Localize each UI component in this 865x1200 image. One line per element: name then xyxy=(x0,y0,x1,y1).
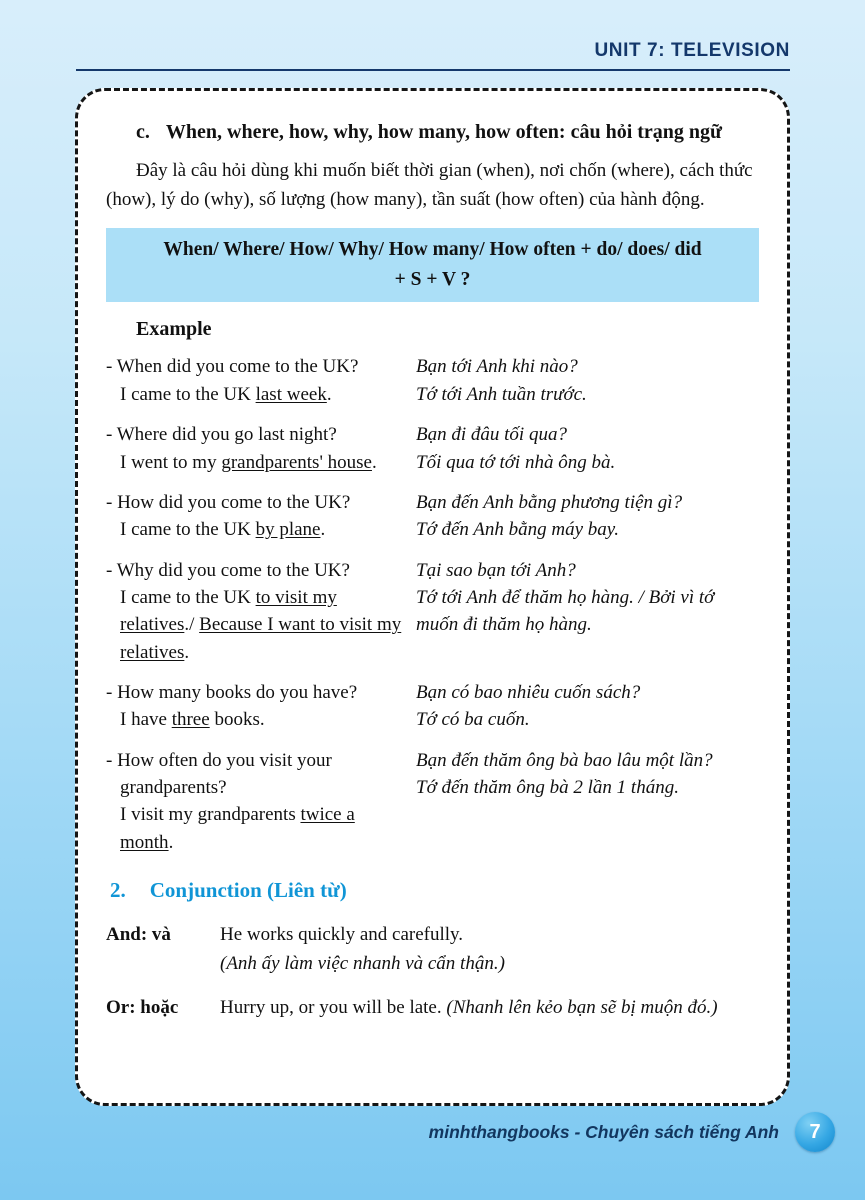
example-label: Example xyxy=(136,318,212,341)
conjunction-row xyxy=(106,921,759,978)
example-question-en: - How did you come to the UK? xyxy=(106,491,351,513)
example-vietnamese-column xyxy=(416,489,759,544)
conjunction-term: Or: hoặc xyxy=(106,997,179,1019)
example-question-vi: Bạn tới Anh khi nào? xyxy=(416,356,578,378)
example-answer-vi: Tớ tới Anh tuần trước. xyxy=(416,383,587,405)
example-item xyxy=(106,557,759,666)
example-vietnamese-column xyxy=(416,679,759,734)
example-english-column xyxy=(106,421,406,476)
example-english-column xyxy=(106,557,406,666)
formula-box xyxy=(106,228,759,302)
example-answer-en: I came to the UK last week. xyxy=(120,383,332,405)
example-item xyxy=(106,747,759,856)
example-vietnamese-column xyxy=(416,557,759,666)
example-question-en: - Where did you go last night? xyxy=(106,424,337,446)
section-2-title: Conjunction (Liên từ) xyxy=(149,878,347,903)
section-2-number: 2. xyxy=(110,878,126,903)
example-english-column xyxy=(106,679,406,734)
example-question-en: - When did you come to the UK? xyxy=(106,356,359,378)
example-answer-en: I have three books. xyxy=(120,709,265,731)
section-c-title: When, where, how, why, how many, how often: câu hỏi trạng ngữ xyxy=(165,121,723,143)
example-question-en: - Why did you come to the UK? xyxy=(106,559,350,581)
example-answer-vi: Tối qua tớ tới nhà ông bà. xyxy=(416,451,616,473)
example-question-en: - How many books do you have? xyxy=(106,682,358,704)
example-question-en: - How often do you visit your grandparents? xyxy=(106,749,332,799)
imprint-text: minhthangbooks - Chuyên sách tiếng Anh xyxy=(428,1121,779,1142)
section-c-intro: Đây là câu hỏi dùng khi muốn biết thời gian (when), nơi chốn (where), cách thức (how), lý do (why), số lượng (how many), tần suất (how often) của hành động. xyxy=(106,160,753,210)
example-vietnamese-column xyxy=(416,353,759,408)
conjunction-example-vi: (Anh ấy làm việc nhanh và cẩn thận.) xyxy=(220,952,505,974)
unit-header xyxy=(76,40,790,71)
conjunction-row xyxy=(106,994,759,1023)
example-item xyxy=(106,489,759,544)
example-vietnamese-column xyxy=(416,421,759,476)
example-answer-en: I went to my grandparents' house. xyxy=(120,451,377,473)
example-answer-en: I visit my grandparents twice a month. xyxy=(120,804,355,853)
example-answer-vi: Tớ tới Anh để thăm họ hàng. / Bởi vì tớ muốn đi thăm họ hàng. xyxy=(416,586,715,636)
example-english-column xyxy=(106,353,406,408)
example-question-vi: Bạn đến Anh bằng phương tiện gì? xyxy=(416,491,683,513)
example-question-vi: Tại sao bạn tới Anh? xyxy=(416,559,576,581)
example-question-vi: Bạn có bao nhiêu cuốn sách? xyxy=(416,682,641,704)
example-vietnamese-column xyxy=(416,747,759,856)
example-answer-vi: Tớ đến thăm ông bà 2 lần 1 tháng. xyxy=(416,777,679,799)
example-item xyxy=(106,353,759,408)
example-answer-vi: Tớ đến Anh bằng máy bay. xyxy=(416,519,619,541)
example-item xyxy=(106,679,759,734)
section-2-heading xyxy=(106,878,759,903)
example-english-column xyxy=(106,489,406,544)
page-footer xyxy=(0,1112,835,1152)
example-item xyxy=(106,421,759,476)
unit-title: UNIT 7: TELEVISION xyxy=(594,40,790,61)
formula-line-1: When/ Where/ How/ Why/ How many/ How often + do/ does/ did xyxy=(163,239,702,260)
page-number-badge: 7 xyxy=(795,1112,835,1152)
content-card xyxy=(75,88,790,1106)
conjunction-term: And: và xyxy=(106,924,171,946)
conjunction-body xyxy=(220,921,759,978)
example-answer-en: I came to the UK by plane. xyxy=(120,519,326,541)
example-question-vi: Bạn đi đâu tối qua? xyxy=(416,424,567,446)
section-c-heading xyxy=(106,117,759,147)
example-english-column xyxy=(106,747,406,856)
example-answer-vi: Tớ có ba cuốn. xyxy=(416,709,530,731)
conjunction-body xyxy=(220,994,759,1023)
formula-line-2: + S + V ? xyxy=(394,269,471,291)
example-answer-en: I came to the UK to visit my relatives./ Because I want to visit my relatives. xyxy=(120,586,402,663)
example-question-vi: Bạn đến thăm ông bà bao lâu một lần? xyxy=(416,749,713,771)
conjunction-example: Hurry up, or you will be late. (Nhanh lên kẻo bạn sẽ bị muộn đó.) xyxy=(220,997,718,1019)
conjunction-example-en: He works quickly and carefully. xyxy=(220,924,464,946)
section-c-marker: c. xyxy=(136,121,150,143)
